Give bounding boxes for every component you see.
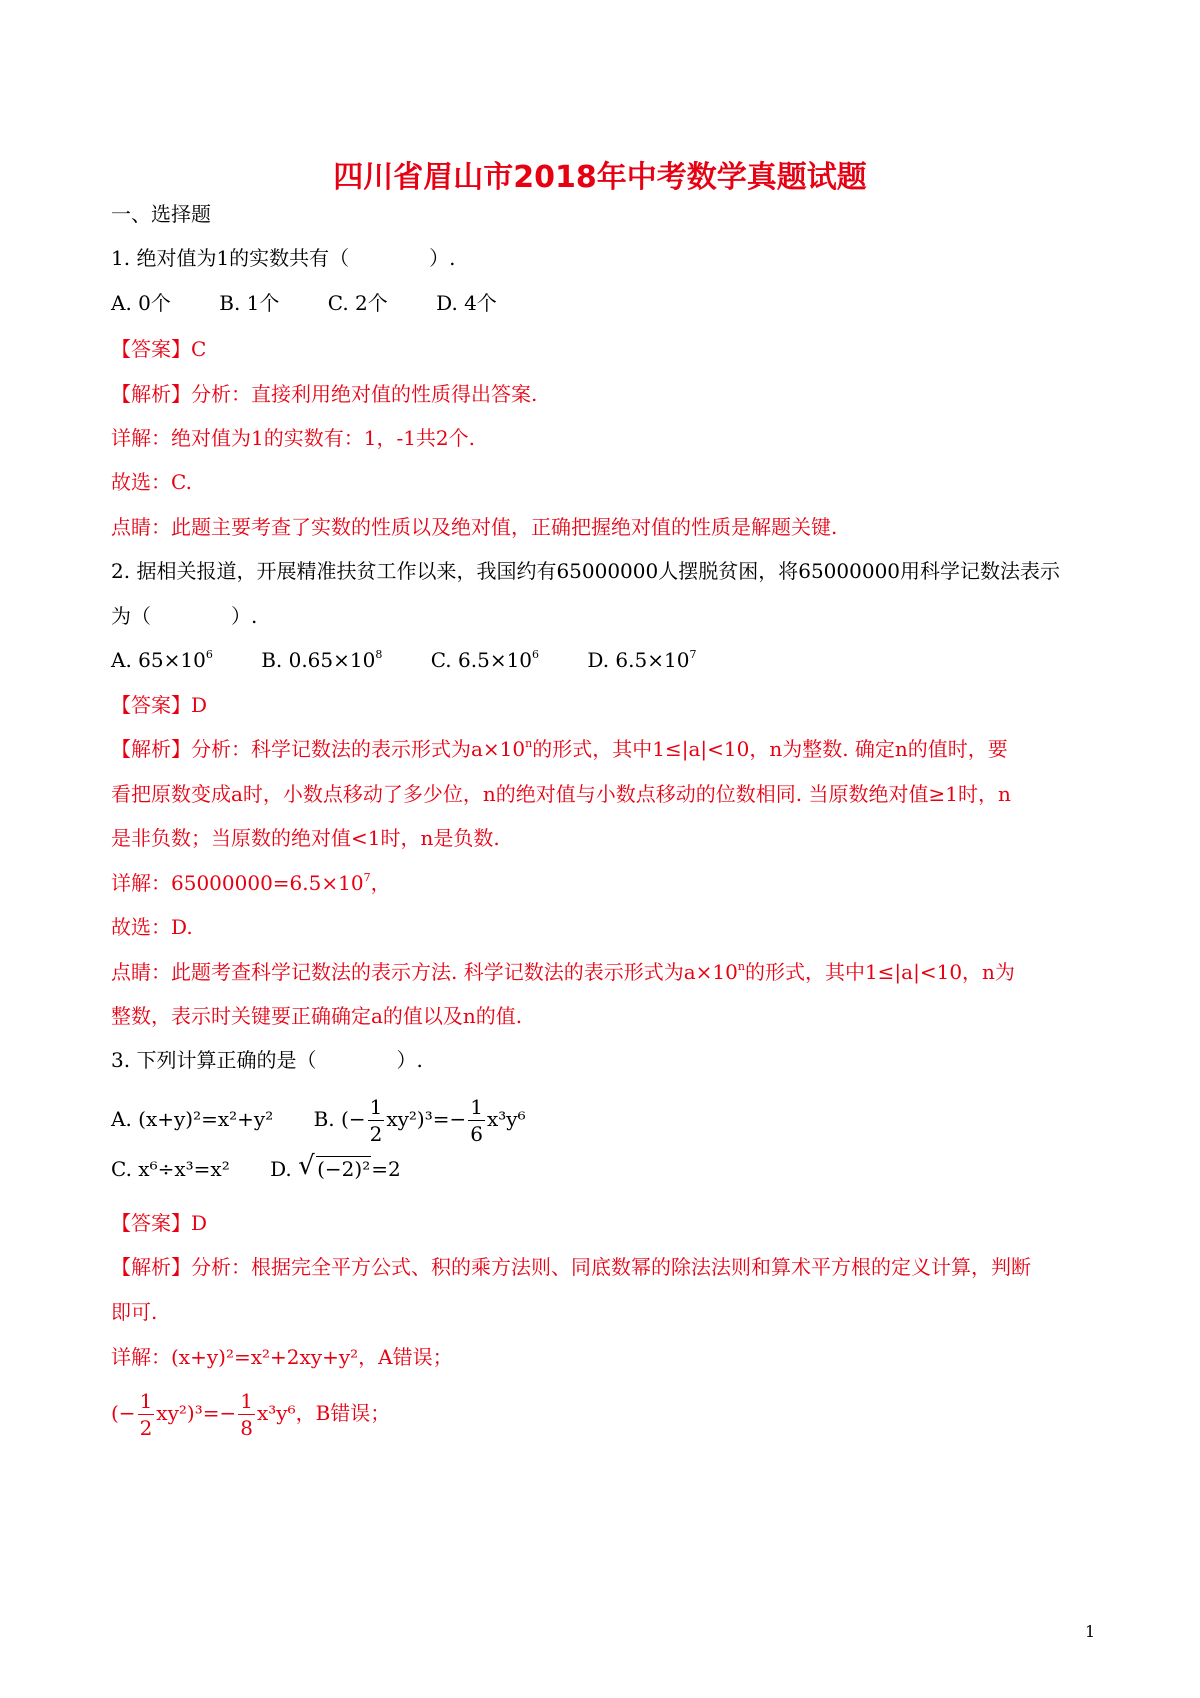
section-heading: 一、选择题 (111, 202, 211, 226)
q3-option-a: A. (x+y)²=x²+y² (111, 1107, 274, 1131)
q3-detail-line1: 详解：(x+y)²=x²+2xy+y²，A错误； (111, 1345, 453, 1369)
q1-option-c: C. 2个 (327, 291, 388, 315)
q2-detail: 详解：$65000000=6.5\times 10^7$， (111, 871, 391, 895)
fraction: $\frac{1}{6}$ (470, 1095, 483, 1146)
q1-option-a: A. 0个 (111, 291, 171, 315)
q2-comment-line1: 点睛：此题考查科学记数法的表示方法. 科学记数法的表示形式为$a\times 10^n$的形式，其中1≤|a|<10，n为 (111, 960, 1015, 984)
fraction: $\frac{1}{2}$ (369, 1095, 383, 1146)
q2-analysis-line3: 是非负数；当原数的绝对值<1时，n是负数. (111, 826, 500, 850)
q1-stem: 1. 绝对值为1的实数共有（ ）. (111, 246, 456, 270)
q2-analysis-line1: 【解析】分析：科学记数法的表示形式为$a\times 10^n$的形式，其中1≤|a|<10，n为整数. 确定n的值时，要 (111, 737, 1008, 761)
q1-comment: 点睛：此题主要考查了实数的性质以及绝对值，正确把握绝对值的性质是解题关键. (111, 515, 838, 539)
q2-answer: 【答案】D (111, 693, 208, 717)
q3-options-cd (111, 1151, 401, 1183)
q1-option-d: D. 4个 (436, 291, 497, 315)
q3-option-b: B. (− $\frac{1}{2}$ xy²)³=− $\frac{1}{6}$ x³y⁶ (313, 1095, 526, 1146)
page-number: 1 (1085, 1622, 1096, 1641)
q3-answer: 【答案】D (111, 1211, 208, 1235)
q1-option-b: B. 1个 (219, 291, 280, 315)
page-title: 四川省眉山市2018年中考数学真题试题 (333, 160, 867, 195)
q2-stem-line1: 2. 据相关报道，开展精准扶贫工作以来，我国约有65000000人摆脱贫困，将65000000用科学记数法表示 (111, 559, 1061, 583)
q2-option-b: B. $0.65\times 10^8$ (261, 648, 383, 672)
q3-analysis-line2: 即可. (111, 1300, 158, 1324)
q3-analysis-line1: 【解析】分析：根据完全平方公式、积的乘方法则、同底数幂的除法法则和算术平方根的定义计算，判断 (111, 1255, 1031, 1279)
q2-option-a: A. $65\times 10^6$ (111, 648, 213, 672)
q1-detail: 详解：绝对值为1的实数有：1，-1共2个. (111, 426, 476, 450)
q2-option-c: C. $6.5\times 10^6$ (430, 648, 540, 672)
q2-comment-line2: 整数，表示时关键要正确确定a的值以及n的值. (111, 1004, 523, 1028)
q3-stem: 3. 下列计算正确的是（ ）. (111, 1048, 423, 1072)
q3-detail-line2: (− $\frac{1}{2}$ xy²)³=− $\frac{1}{8}$ x³y⁶，B错误； (111, 1389, 391, 1440)
fraction: $\frac{1}{8}$ (240, 1389, 253, 1440)
q1-answer: 【答案】C (111, 337, 207, 361)
q3-options-ab (111, 1094, 526, 1147)
q1-options (111, 289, 539, 317)
q2-option-d: D. $6.5\times 10^7$ (587, 648, 697, 672)
fraction: $\frac{1}{2}$ (139, 1389, 153, 1440)
q1-analysis: 【解析】分析：直接利用绝对值的性质得出答案. (111, 382, 538, 406)
q1-choice: 故选：C. (111, 470, 192, 494)
q3-option-d: D. √ (−2)²=2 (270, 1151, 401, 1181)
q2-stem-line2: 为（ ）. (111, 604, 258, 628)
square-root: √ (−2)² (298, 1151, 371, 1181)
q3-option-c: C. x⁶÷x³=x² (111, 1157, 230, 1181)
q2-analysis-line2: 看把原数变成a时，小数点移动了多少位，n的绝对值与小数点移动的位数相同. 当原数绝对值≥1时，n (111, 782, 1011, 806)
q2-options (111, 646, 738, 674)
q2-choice: 故选：D. (111, 915, 193, 939)
